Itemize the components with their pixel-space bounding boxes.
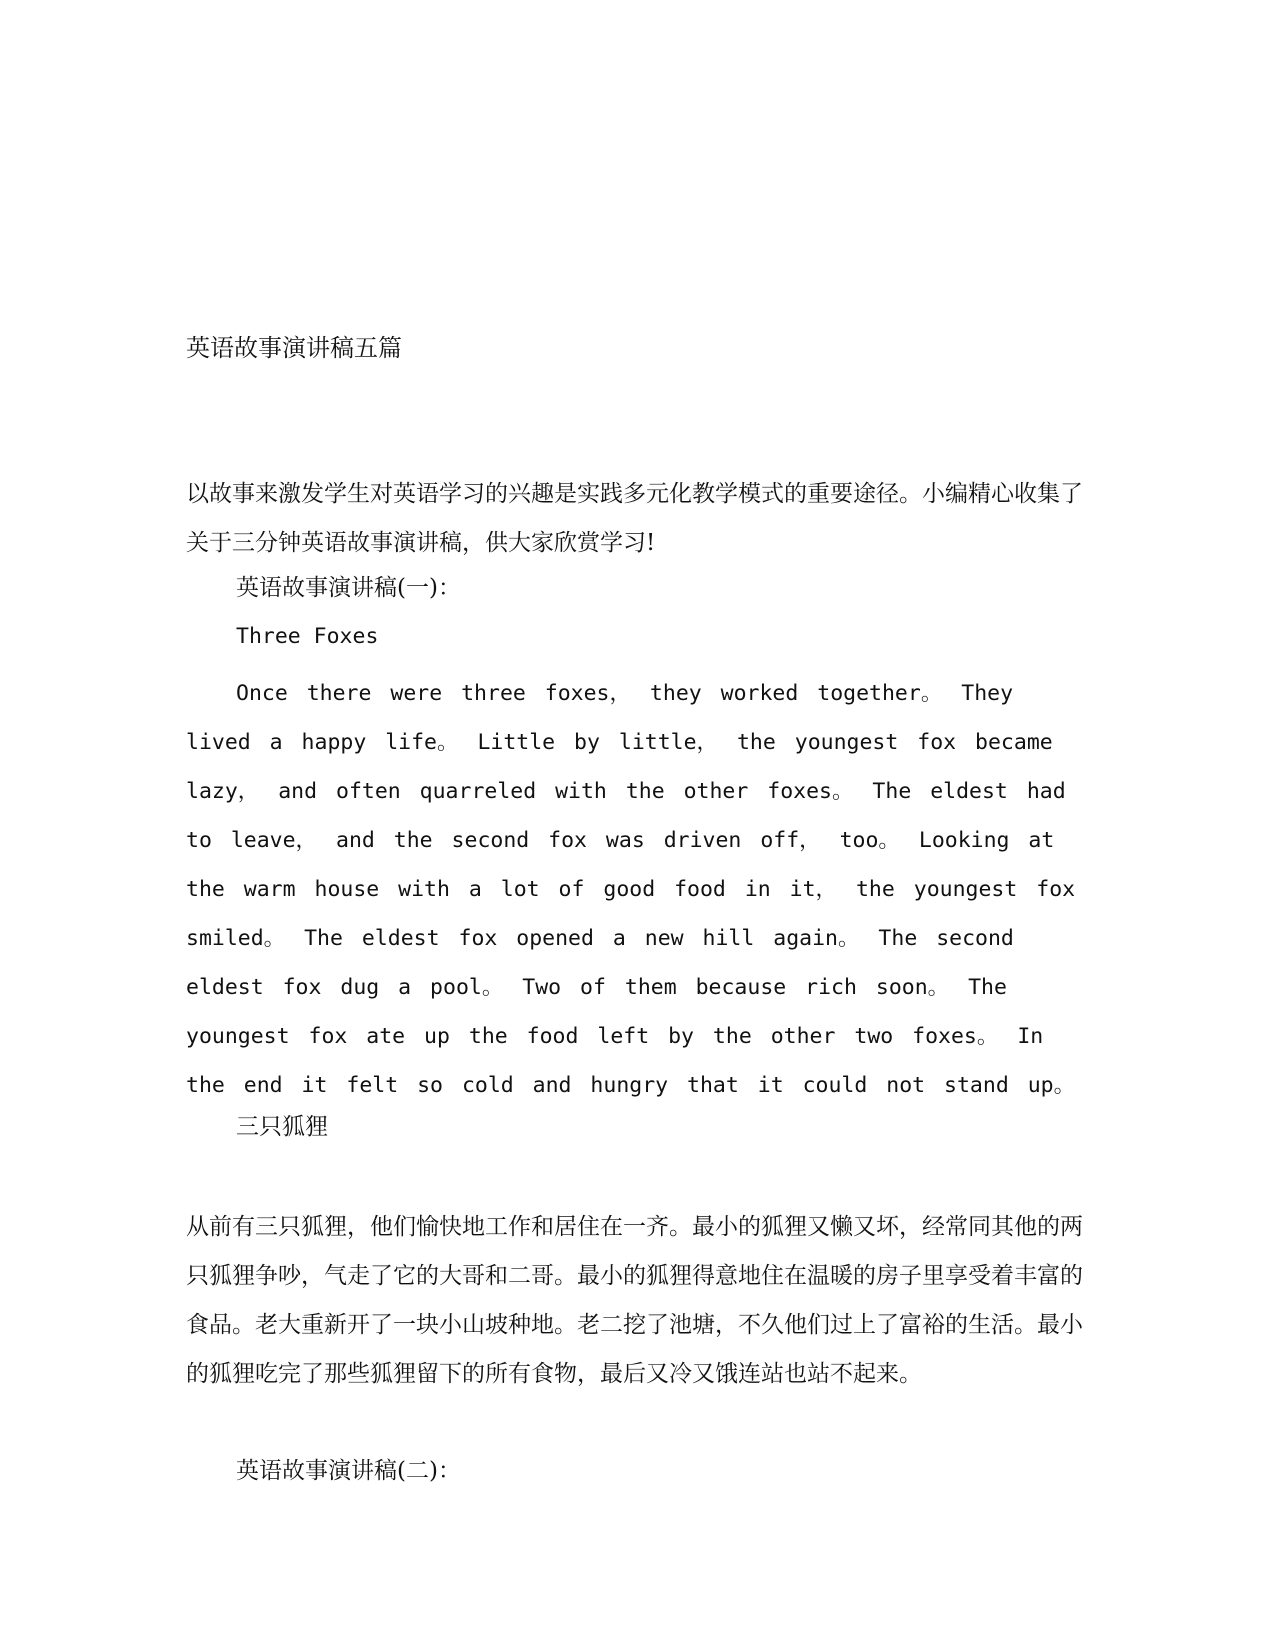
chinese-story-title: 三只狐狸 bbox=[236, 1114, 328, 1140]
section-2-heading: 英语故事演讲稿(二)： bbox=[236, 1458, 461, 1484]
section-1-heading: 英语故事演讲稿(一)： bbox=[236, 575, 461, 601]
english-story-paragraph: Once there were three foxes， they worked together。 They lived a happy life。 Little by little， the youngest fox became lazy， and often quarreled with the other foxes。 The eldest had to leave， and the second fox was driven off， too。 Looking at the warm house with a lot of good food in it， the youngest fox smiled。 The eldest fox opened a new hill again。 The second eldest fox dug a pool。 Two of them because rich soon。 The youngest fox ate up the food left by the other two foxes。 In the end it felt so cold and hungry that it could not stand up。 bbox=[186, 681, 1076, 1098]
story-title: Three Foxes bbox=[236, 624, 379, 649]
chinese-story-paragraph: 从前有三只狐狸，他们愉快地工作和居住在一齐。最小的狐狸又懒又坏，经常同其他的两只狐狸争吵，气走了它的大哥和二哥。最小的狐狸得意地住在温暖的房子里享受着丰富的食品。老大重新开了一块小山坡种地。老二挖了池塘，不久他们过上了富裕的生活。最小的狐狸吃完了那些狐狸留下的所有食物，最后又冷又饿连站也站不起来。 bbox=[186, 1214, 1083, 1387]
intro-paragraph: 以故事来激发学生对英语学习的兴趣是实践多元化教学模式的重要途径。小编精心收集了关于三分钟英语故事演讲稿，供大家欣赏学习! bbox=[186, 481, 1083, 556]
document-title: 英语故事演讲稿五篇 bbox=[186, 334, 402, 362]
